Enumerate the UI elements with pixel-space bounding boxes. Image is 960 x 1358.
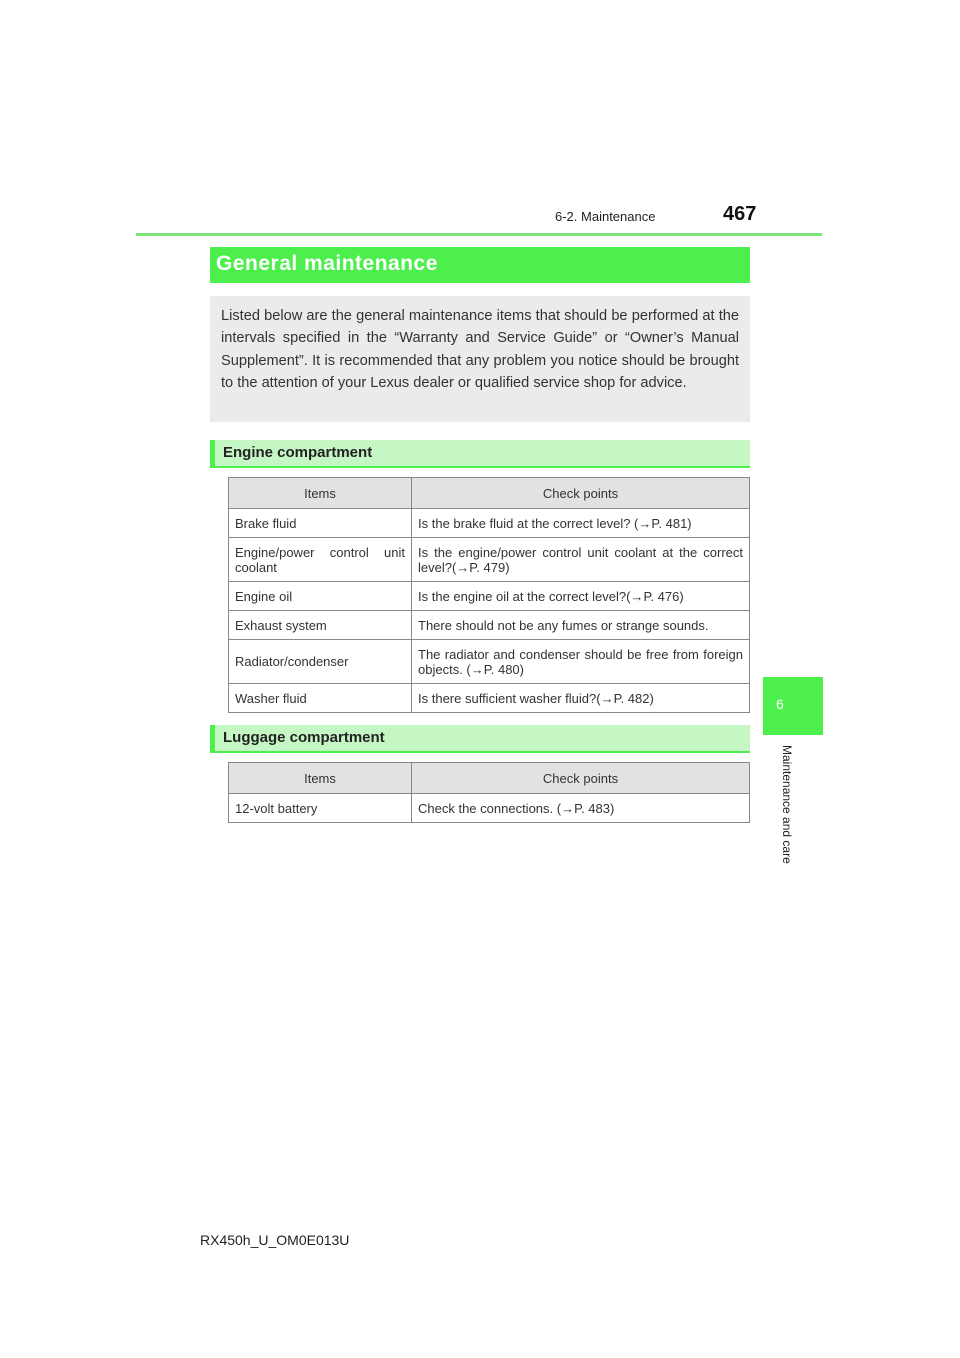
check-cell: Is the engine oil at the correct level?(→P. 476) xyxy=(412,582,750,611)
item-cell: Engine oil xyxy=(229,582,412,611)
column-header-items: Items xyxy=(229,763,412,794)
table-row xyxy=(229,640,750,684)
item-cell: Exhaust system xyxy=(229,611,412,640)
luggage-compartment-table xyxy=(228,762,750,823)
item-cell: Brake fluid xyxy=(229,509,412,538)
table-row xyxy=(229,611,750,640)
check-cell: Is the brake fluid at the correct level? (→P. 481) xyxy=(412,509,750,538)
engine-compartment-heading-text: Engine compartment xyxy=(223,444,373,461)
check-cell: Is the engine/power control unit coolant at the correct level?(→P. 479) xyxy=(412,538,750,582)
table-row xyxy=(229,509,750,538)
check-cell: Check the connections. (→P. 483) xyxy=(412,794,750,823)
check-cell: The radiator and condenser should be free from foreign objects. (→P. 480) xyxy=(412,640,750,684)
engine-compartment-heading xyxy=(210,440,750,468)
engine-compartment-table xyxy=(228,477,750,713)
item-cell: 12-volt battery xyxy=(229,794,412,823)
luggage-compartment-heading xyxy=(210,725,750,753)
table-row xyxy=(229,794,750,823)
column-header-check-points: Check points xyxy=(412,763,750,794)
section-label: 6-2. Maintenance xyxy=(555,209,656,224)
table-row xyxy=(229,684,750,713)
document-id: RX450h_U_OM0E013U xyxy=(200,1232,350,1248)
chapter-tab xyxy=(763,677,823,735)
table-header-row xyxy=(229,763,750,794)
table-header-row xyxy=(229,478,750,509)
column-header-items: Items xyxy=(229,478,412,509)
table-row xyxy=(229,538,750,582)
header-rule xyxy=(136,233,822,236)
item-cell: Radiator/condenser xyxy=(229,640,412,684)
intro-box xyxy=(210,296,750,422)
check-cell: Is there sufficient washer fluid?(→P. 482) xyxy=(412,684,750,713)
column-header-check-points: Check points xyxy=(412,478,750,509)
item-cell: Washer fluid xyxy=(229,684,412,713)
page-title: General maintenance xyxy=(216,252,438,275)
intro-text: Listed below are the general maintenance items that should be performed at the intervals specified in the “Warranty and Service Guide” or “Owner’s Manual Supplement”. It is recommended that any problem you notice should be brought to the attention of your Lexus dealer or qualified service shop for advice. xyxy=(221,308,739,392)
luggage-compartment-heading-text: Luggage compartment xyxy=(223,729,385,746)
check-cell: There should not be any fumes or strange sounds. xyxy=(412,611,750,640)
item-cell: Engine/power control unit coolant xyxy=(229,538,412,582)
page-number: 467 xyxy=(723,203,757,225)
table-row xyxy=(229,582,750,611)
chapter-tab-label: Maintenance and care xyxy=(780,745,794,864)
chapter-tab-number: 6 xyxy=(776,696,784,712)
